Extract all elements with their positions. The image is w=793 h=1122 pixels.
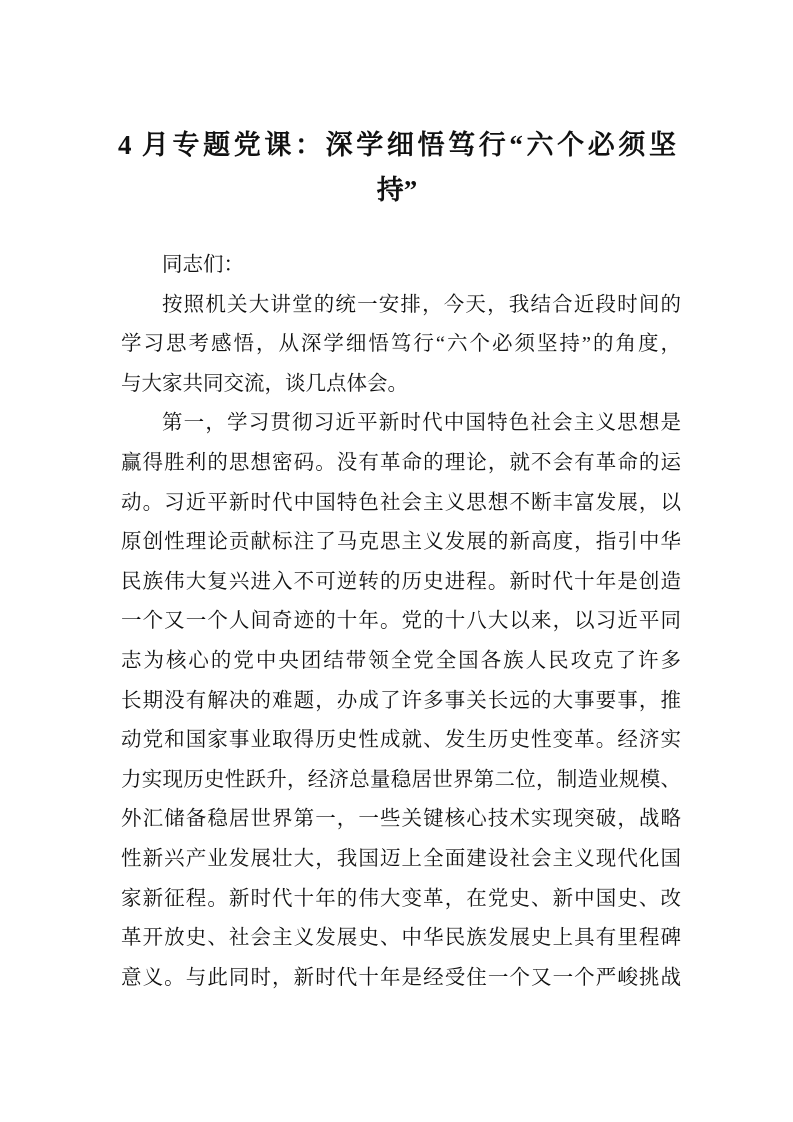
paragraph-line: 民族伟大复兴进入不可逆转的历史进程。新时代十年是创造 bbox=[121, 570, 681, 593]
paragraph-line: 学习思考感悟，从深学细悟笃行“六个必须坚持”的角度， bbox=[121, 333, 681, 356]
paragraph-line: 力实现历史性跃升，经济总量稳居世界第二位，制造业规模、 bbox=[121, 768, 681, 791]
paragraph-line: 志为核心的党中央团结带领全党全国各族人民攻克了许多 bbox=[121, 649, 681, 672]
paragraph-line: 性新兴产业发展壮大，我国迈上全面建设社会主义现代化国 bbox=[121, 847, 681, 870]
document-body bbox=[121, 246, 681, 998]
paragraph-line: 按照机关大讲堂的统一安排，今天，我结合近段时间的 bbox=[162, 293, 681, 316]
paragraph-line: 意义。与此同时，新时代十年是经受住一个又一个严峻挑战 bbox=[121, 966, 681, 989]
paragraph-line: 长期没有解决的难题，办成了许多事关长远的大事要事，推 bbox=[121, 689, 681, 712]
paragraph-line: 赢得胜利的思想密码。没有革命的理论，就不会有革命的运 bbox=[121, 451, 681, 474]
salutation: 同志们： bbox=[162, 254, 244, 276]
document-title-line-1: 4 月专题党课：深学细悟笃行“六个必须坚 bbox=[118, 130, 676, 160]
document-title-line-2: 持” bbox=[376, 175, 418, 205]
paragraph-line: 动。习近平新时代中国特色社会主义思想不断丰富发展，以 bbox=[121, 491, 681, 514]
paragraph-line: 与大家共同交流，谈几点体会。 bbox=[121, 372, 408, 395]
paragraph-line: 革开放史、社会主义发展史、中华民族发展史上具有里程碑 bbox=[121, 927, 681, 950]
paragraph-line: 动党和国家事业取得历史性成就、发生历史性变革。经济实 bbox=[121, 729, 681, 752]
paragraph-line: 第一，学习贯彻习近平新时代中国特色社会主义思想是 bbox=[162, 412, 681, 435]
paragraph-line: 原创性理论贡献标注了马克思主义发展的新高度，指引中华 bbox=[121, 531, 681, 554]
paragraph-line: 家新征程。新时代十年的伟大变革，在党史、新中国史、改 bbox=[121, 887, 681, 910]
paragraph-line: 外汇储备稳居世界第一，一些关键核心技术实现突破，战略 bbox=[121, 808, 681, 831]
paragraph-line: 一个又一个人间奇迹的十年。党的十八大以来，以习近平同 bbox=[121, 610, 681, 633]
